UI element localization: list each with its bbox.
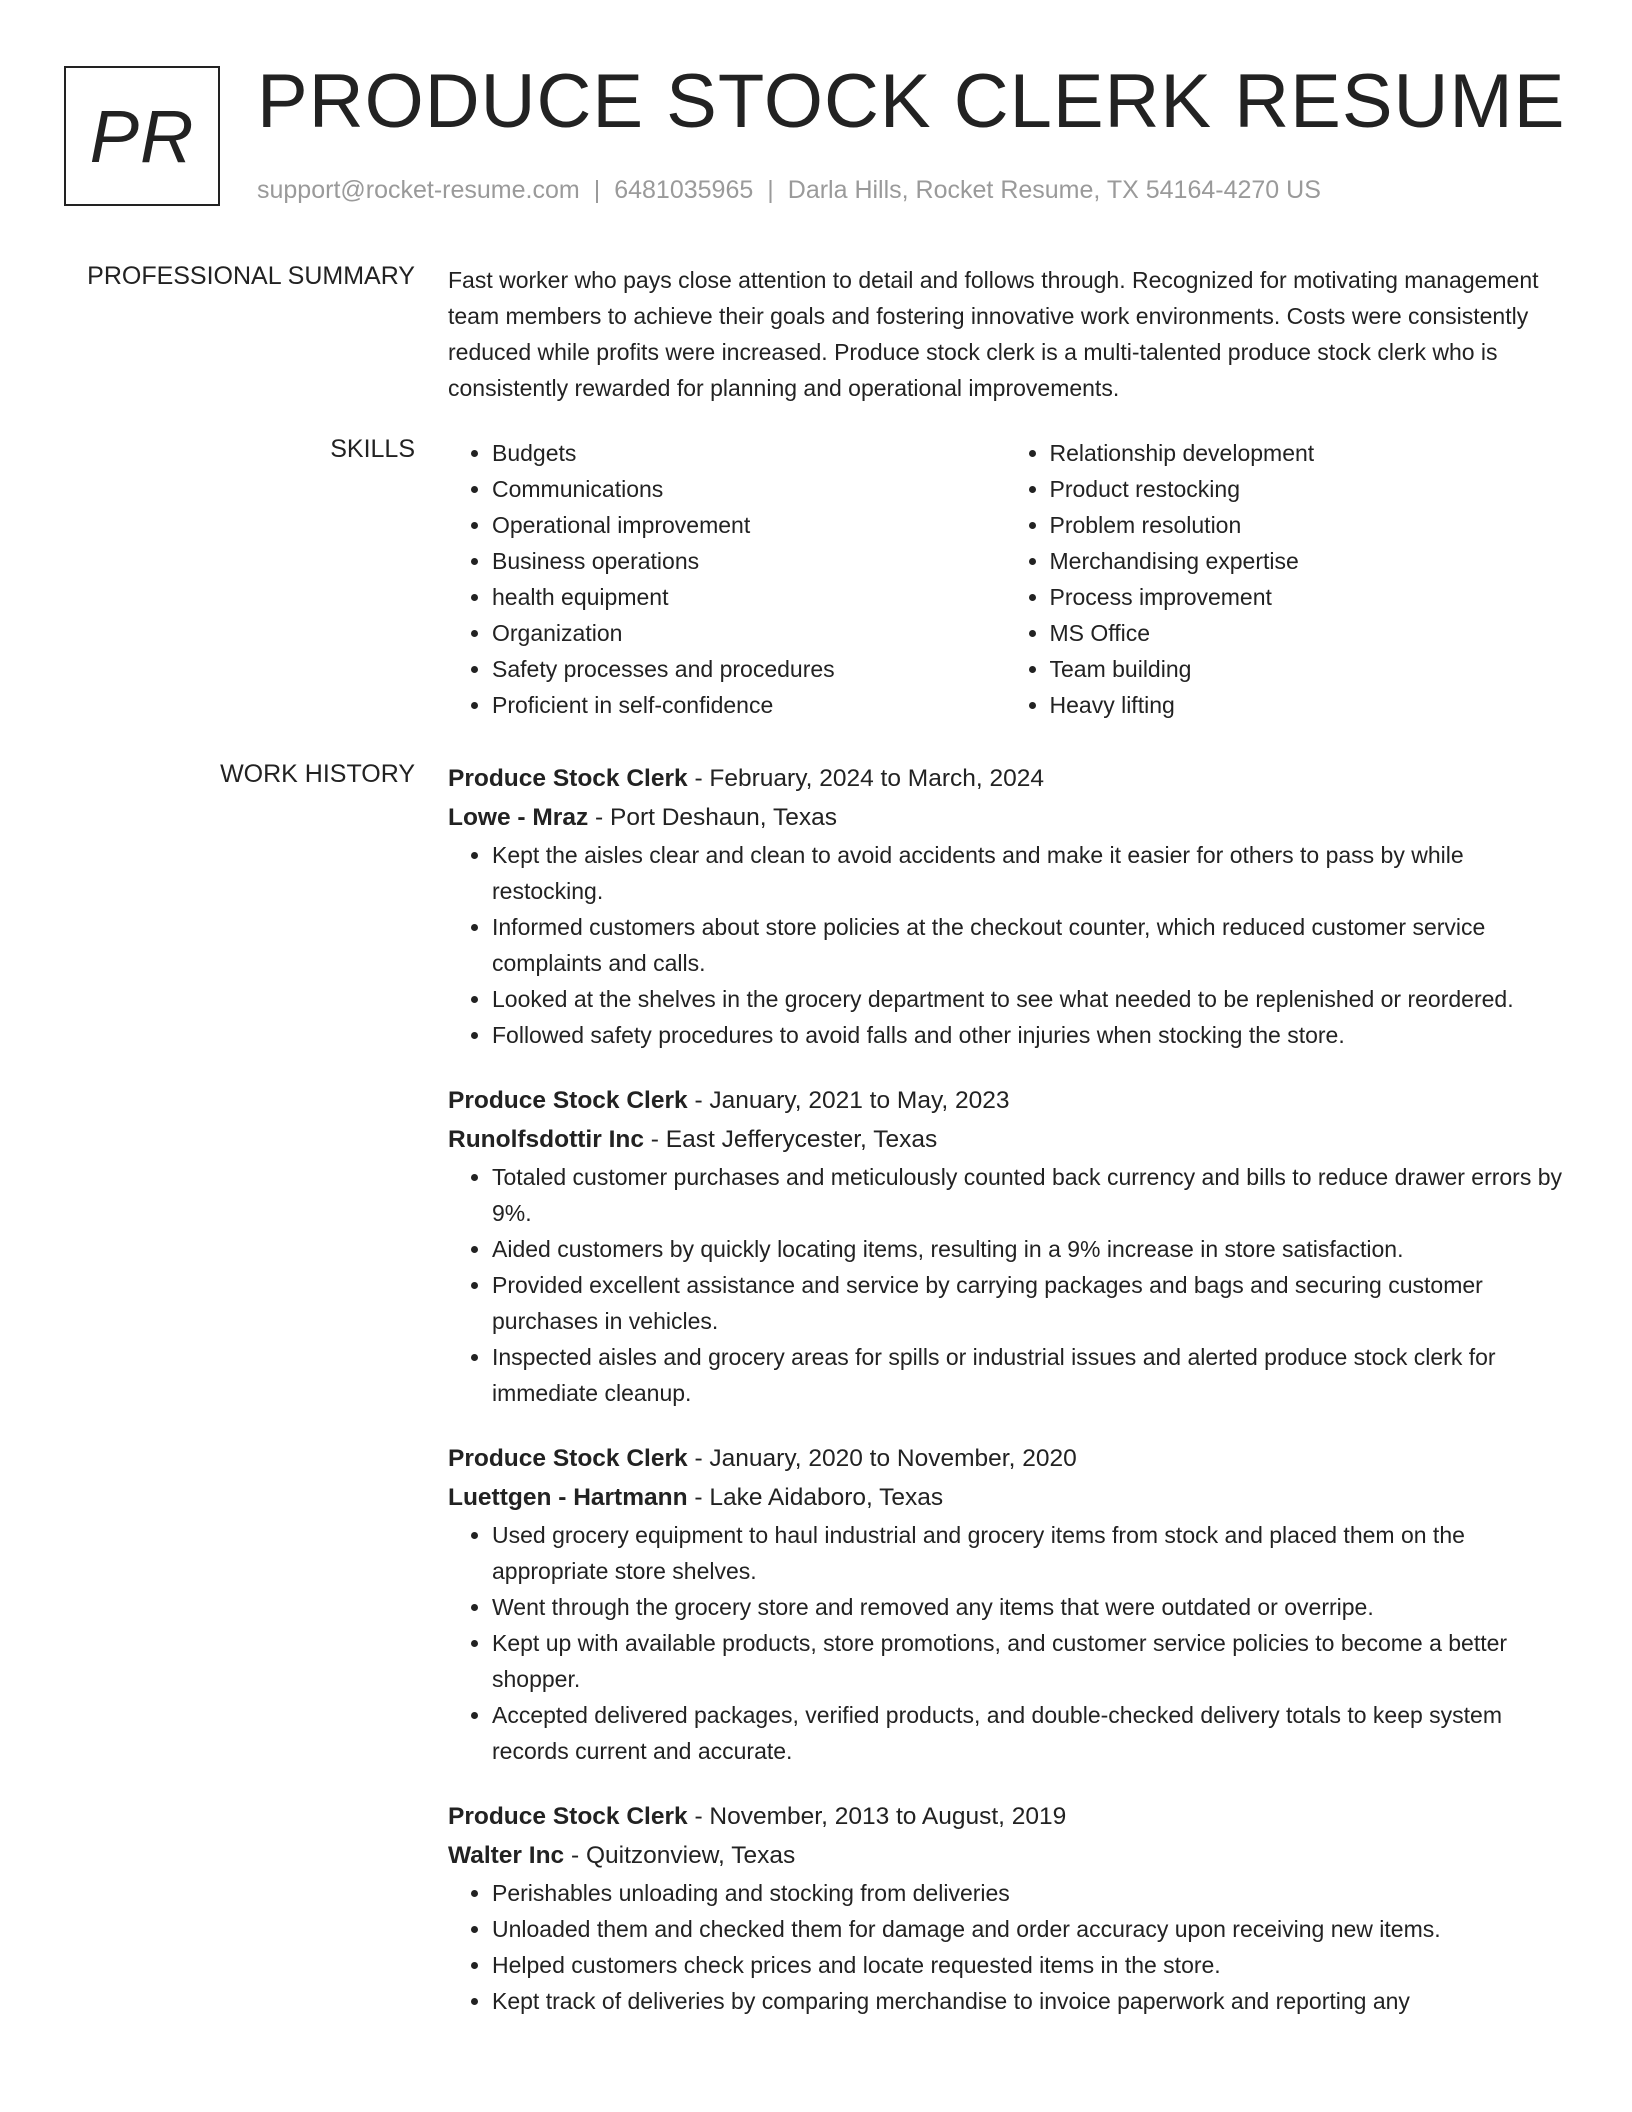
job-entry <box>448 1439 1563 1769</box>
job-location: - East Jefferycester, Texas <box>643 1126 938 1153</box>
skill-item: • Communications <box>492 471 1006 507</box>
contact-email: support@rocket-resume.com <box>257 176 580 204</box>
skill-item: • health equipment <box>492 579 1006 615</box>
job-company-line <box>448 1120 1563 1159</box>
skills-list-left <box>448 435 1006 723</box>
skills-heading: SKILLS <box>330 435 415 463</box>
job-duty: • Followed safety procedures to avoid falls and other injuries when stocking the store. <box>492 1017 1563 1053</box>
job-duty: • Went through the grocery store and removed any items that were outdated or overripe. <box>492 1589 1563 1625</box>
monogram-logo: PR <box>64 66 220 206</box>
job-title-line <box>448 1081 1563 1120</box>
skill-item: • Product restocking <box>1050 471 1564 507</box>
skill-item: • Merchandising expertise <box>1050 543 1564 579</box>
job-title-line <box>448 759 1563 798</box>
job-duty: • Helped customers check prices and locate requested items in the store. <box>492 1947 1563 1983</box>
job-company: Walter Inc <box>448 1842 565 1869</box>
job-company: Luettgen - Hartmann <box>448 1484 688 1511</box>
job-duty: • Kept up with available products, store promotions, and customer service policies to become a better shopper. <box>492 1625 1563 1697</box>
job-dates: - November, 2013 to August, 2019 <box>687 1803 1067 1830</box>
resume-header <box>64 59 1566 226</box>
job-title: Produce Stock Clerk <box>448 1087 688 1114</box>
job-duties <box>448 1517 1563 1769</box>
skill-item: • Operational improvement <box>492 507 1006 543</box>
job-location: - Port Deshaun, Texas <box>588 804 837 831</box>
job-duty: • Perishables unloading and stocking from deliveries <box>492 1875 1563 1911</box>
job-company: Runolfsdottir Inc <box>448 1126 644 1153</box>
job-duty: • Looked at the shelves in the grocery department to see what needed to be replenished or reordered. <box>492 981 1563 1017</box>
skill-item: • Business operations <box>492 543 1006 579</box>
work-history-body <box>448 759 1563 2047</box>
skill-item: • Budgets <box>492 435 1006 471</box>
job-location: - Lake Aidaboro, Texas <box>687 1484 944 1511</box>
job-duty: • Kept the aisles clear and clean to avoid accidents and make it easier for others to pass by while restocking. <box>492 837 1563 909</box>
job-entry <box>448 1081 1563 1411</box>
job-duty: • Informed customers about store policies at the checkout counter, which reduced customer service complaints and calls. <box>492 909 1563 981</box>
skill-item: • MS Office <box>1050 615 1564 651</box>
skill-item: • Safety processes and procedures <box>492 651 1006 687</box>
job-duty: • Unloaded them and checked them for damage and order accuracy upon receiving new items. <box>492 1911 1563 1947</box>
job-location: - Quitzonview, Texas <box>564 1842 796 1869</box>
job-entry <box>448 1797 1563 2019</box>
job-title-line <box>448 1797 1563 1836</box>
job-title: Produce Stock Clerk <box>448 1803 688 1830</box>
skills-body <box>448 435 1563 723</box>
job-company-line <box>448 1836 1563 1875</box>
job-duty: • Totaled customer purchases and meticulously counted back currency and bills to reduce drawer errors by 9%. <box>492 1159 1563 1231</box>
job-duty: • Aided customers by quickly locating items, resulting in a 9% increase in store satisfaction. <box>492 1231 1563 1267</box>
job-title: Produce Stock Clerk <box>448 765 688 792</box>
summary-text: Fast worker who pays close attention to detail and follows through. Recognized for motivating management team members to achieve their goals and fostering innovative work environments. Costs were consistently reduced while profits were increased. Produce stock clerk is a multi-talented produce stock clerk who is consistently rewarded for planning and operational improvements. <box>448 267 1539 401</box>
skill-item: • Team building <box>1050 651 1564 687</box>
skill-item: • Problem resolution <box>1050 507 1564 543</box>
job-company-line <box>448 798 1563 837</box>
job-title-line <box>448 1439 1563 1478</box>
job-entry <box>448 759 1563 1053</box>
contact-separator: | <box>767 176 774 204</box>
job-company-line <box>448 1478 1563 1517</box>
resume-title: PRODUCE STOCK CLERK RESUME <box>257 59 1566 144</box>
summary-heading: PROFESSIONAL SUMMARY <box>87 262 415 290</box>
contact-line <box>257 176 1321 205</box>
job-duty: • Inspected aisles and grocery areas for spills or industrial issues and alerted produce stock clerk for immediate cleanup. <box>492 1339 1563 1411</box>
job-duty: • Used grocery equipment to haul industrial and grocery items from stock and placed them on the appropriate store shelves. <box>492 1517 1563 1589</box>
skill-item: • Organization <box>492 615 1006 651</box>
job-duty: • Provided excellent assistance and service by carrying packages and bags and securing customer purchases in vehicles. <box>492 1267 1563 1339</box>
skill-item: • Process improvement <box>1050 579 1564 615</box>
contact-separator: | <box>593 176 601 204</box>
contact-address: Darla Hills, Rocket Resume, TX 54164-4270 US <box>787 176 1321 204</box>
skill-item: • Heavy lifting <box>1050 687 1564 723</box>
job-dates: - January, 2021 to May, 2023 <box>687 1087 1010 1114</box>
job-title: Produce Stock Clerk <box>448 1445 688 1472</box>
job-dates: - January, 2020 to November, 2020 <box>687 1445 1077 1472</box>
job-duties <box>448 837 1563 1053</box>
job-dates: - February, 2024 to March, 2024 <box>687 765 1044 792</box>
job-duty: • Accepted delivered packages, verified products, and double-checked delivery totals to keep system records current and accurate. <box>492 1697 1563 1769</box>
work-history-heading: WORK HISTORY <box>220 760 415 788</box>
job-duties <box>448 1875 1563 2019</box>
skill-item: • Relationship development <box>1050 435 1564 471</box>
contact-phone: 6481035965 <box>614 176 754 204</box>
job-company: Lowe - Mraz <box>448 804 589 831</box>
skills-list-right <box>1006 435 1564 723</box>
job-duties <box>448 1159 1563 1411</box>
job-duty: • Kept track of deliveries by comparing merchandise to invoice paperwork and reporting any <box>492 1983 1563 2019</box>
skill-item: • Proficient in self-confidence <box>492 687 1006 723</box>
